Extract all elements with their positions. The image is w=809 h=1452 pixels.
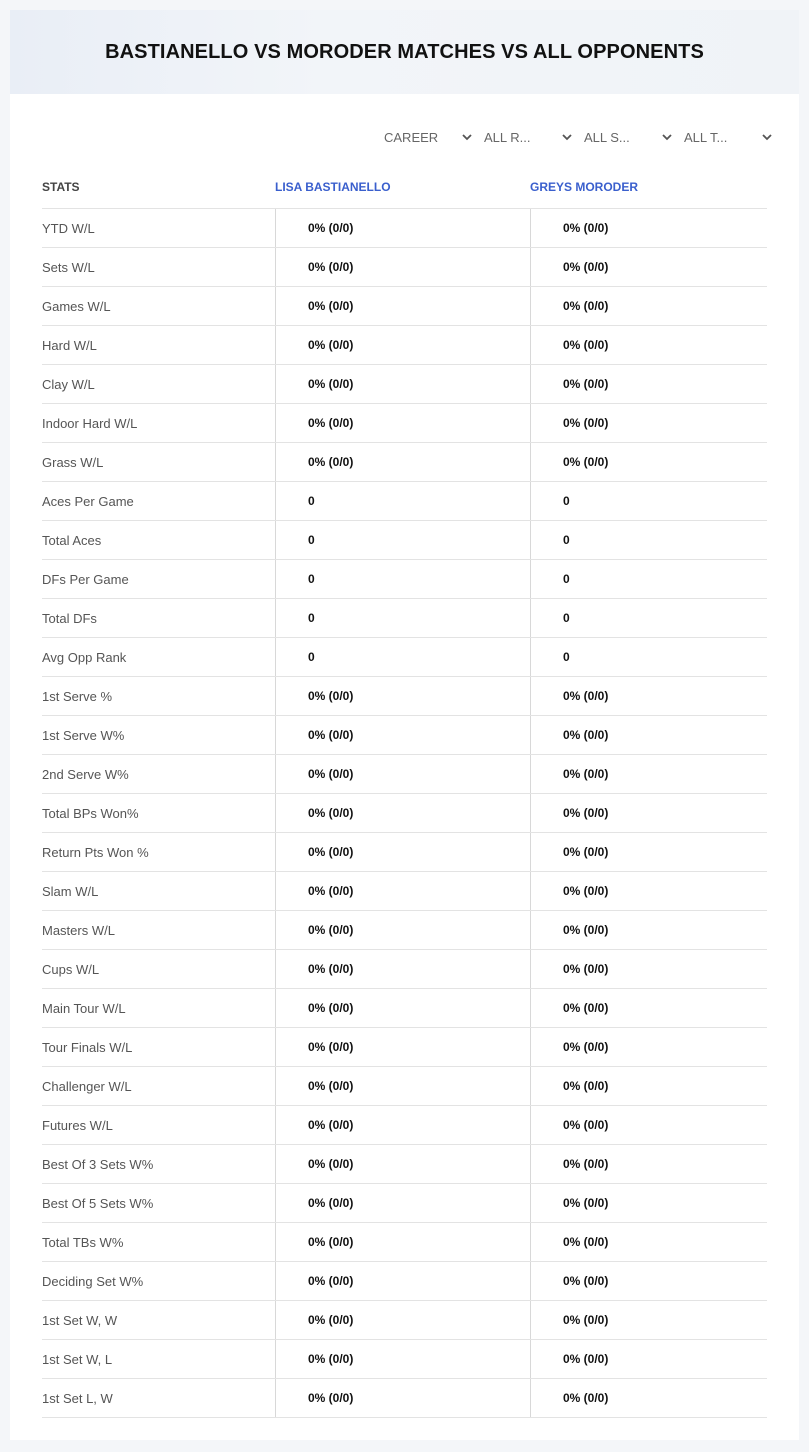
table-row bbox=[42, 365, 767, 404]
player1-value: 0% (0/0) bbox=[275, 1106, 530, 1144]
table-row bbox=[42, 326, 767, 365]
table-row bbox=[42, 989, 767, 1028]
table-body bbox=[42, 209, 767, 1418]
chevron-down-icon bbox=[461, 131, 473, 143]
player2-value: 0% (0/0) bbox=[530, 1028, 767, 1066]
stat-label: YTD W/L bbox=[42, 220, 95, 236]
player2-value: 0% (0/0) bbox=[530, 1106, 767, 1144]
player1-value: 0% (0/0) bbox=[275, 326, 530, 364]
filter-surfaces-select[interactable] bbox=[575, 126, 675, 148]
table-row bbox=[42, 1301, 767, 1340]
table-row bbox=[42, 1340, 767, 1379]
chevron-down-icon bbox=[761, 131, 773, 143]
player1-value: 0 bbox=[275, 599, 530, 637]
player2-value: 0% (0/0) bbox=[530, 716, 767, 754]
player2-value: 0% (0/0) bbox=[530, 989, 767, 1027]
player1-value: 0% (0/0) bbox=[275, 794, 530, 832]
stat-label: 1st Serve W% bbox=[42, 727, 125, 743]
player2-link[interactable]: GREYS MORODER bbox=[530, 180, 639, 194]
card-header bbox=[10, 10, 799, 94]
player1-value: 0% (0/0) bbox=[275, 248, 530, 286]
player1-link[interactable]: LISA BASTIANELLO bbox=[275, 180, 391, 194]
stat-label: DFs Per Game bbox=[42, 571, 129, 587]
stat-label: Total Aces bbox=[42, 532, 102, 548]
page-title: BASTIANELLO VS MORODER MATCHES VS ALL OPPONENTS bbox=[105, 40, 704, 63]
table-row bbox=[42, 287, 767, 326]
player1-value: 0% (0/0) bbox=[275, 287, 530, 325]
player1-value: 0% (0/0) bbox=[275, 833, 530, 871]
player2-value: 0% (0/0) bbox=[530, 755, 767, 793]
table-row bbox=[42, 521, 767, 560]
stat-label: 2nd Serve W% bbox=[42, 766, 129, 782]
table-row bbox=[42, 950, 767, 989]
player2-value: 0% (0/0) bbox=[530, 1067, 767, 1105]
player2-value: 0% (0/0) bbox=[530, 443, 767, 481]
table-row bbox=[42, 1184, 767, 1223]
player2-value: 0 bbox=[530, 638, 767, 676]
player2-value: 0% (0/0) bbox=[530, 833, 767, 871]
stat-label: Futures W/L bbox=[42, 1117, 113, 1133]
stat-label: Return Pts Won % bbox=[42, 844, 149, 860]
stat-label: Total DFs bbox=[42, 610, 97, 626]
stat-label: 1st Serve % bbox=[42, 688, 113, 704]
stat-label: Cups W/L bbox=[42, 961, 100, 977]
table-row bbox=[42, 209, 767, 248]
stat-label: Hard W/L bbox=[42, 337, 97, 353]
table-row bbox=[42, 443, 767, 482]
table-row bbox=[42, 1145, 767, 1184]
player1-value: 0% (0/0) bbox=[275, 911, 530, 949]
table-row bbox=[42, 1379, 767, 1418]
player2-value: 0% (0/0) bbox=[530, 1340, 767, 1378]
player1-value: 0% (0/0) bbox=[275, 755, 530, 793]
player2-value: 0% (0/0) bbox=[530, 677, 767, 715]
player2-value: 0% (0/0) bbox=[530, 1262, 767, 1300]
player1-value: 0% (0/0) bbox=[275, 1067, 530, 1105]
table-row bbox=[42, 1067, 767, 1106]
player2-value: 0% (0/0) bbox=[530, 209, 767, 247]
stat-label: Slam W/L bbox=[42, 883, 99, 899]
filter-career-select[interactable] bbox=[375, 126, 475, 148]
stat-label: Tour Finals W/L bbox=[42, 1039, 133, 1055]
player2-value: 0% (0/0) bbox=[530, 326, 767, 364]
player1-value: 0% (0/0) bbox=[275, 677, 530, 715]
player2-value: 0% (0/0) bbox=[530, 872, 767, 910]
stat-label: Grass W/L bbox=[42, 454, 104, 470]
stat-label: Aces Per Game bbox=[42, 493, 134, 509]
player1-value: 0% (0/0) bbox=[275, 716, 530, 754]
table-row bbox=[42, 833, 767, 872]
player1-value: 0 bbox=[275, 482, 530, 520]
table-row bbox=[42, 677, 767, 716]
stat-label: 1st Set W, L bbox=[42, 1351, 113, 1367]
stat-label: Challenger W/L bbox=[42, 1078, 132, 1094]
table-row bbox=[42, 560, 767, 599]
player2-value: 0% (0/0) bbox=[530, 248, 767, 286]
table-row bbox=[42, 1028, 767, 1067]
filter-label: ALL S... bbox=[584, 129, 630, 145]
player1-value: 0% (0/0) bbox=[275, 209, 530, 247]
player2-value: 0% (0/0) bbox=[530, 1145, 767, 1183]
player2-value: 0 bbox=[530, 560, 767, 598]
table-header bbox=[42, 166, 767, 209]
table-row bbox=[42, 599, 767, 638]
filter-tournaments-select[interactable] bbox=[675, 126, 775, 148]
stat-label: Total BPs Won% bbox=[42, 805, 139, 821]
stat-label: Masters W/L bbox=[42, 922, 115, 938]
filter-label: CAREER bbox=[384, 129, 439, 145]
player1-value: 0% (0/0) bbox=[275, 1262, 530, 1300]
table-row bbox=[42, 716, 767, 755]
player1-value: 0 bbox=[275, 638, 530, 676]
player2-value: 0% (0/0) bbox=[530, 1223, 767, 1261]
player1-value: 0% (0/0) bbox=[275, 1184, 530, 1222]
player2-value: 0 bbox=[530, 482, 767, 520]
stat-label: Deciding Set W% bbox=[42, 1273, 144, 1289]
stat-label: Best Of 3 Sets W% bbox=[42, 1156, 154, 1172]
player1-value: 0% (0/0) bbox=[275, 950, 530, 988]
filter-label: ALL R... bbox=[484, 129, 531, 145]
table-row bbox=[42, 794, 767, 833]
player1-value: 0% (0/0) bbox=[275, 1145, 530, 1183]
column-header-stats: STATS bbox=[42, 180, 80, 194]
stat-label: Best Of 5 Sets W% bbox=[42, 1195, 154, 1211]
player2-value: 0% (0/0) bbox=[530, 404, 767, 442]
chevron-down-icon bbox=[661, 131, 673, 143]
player2-value: 0% (0/0) bbox=[530, 1184, 767, 1222]
stat-label: Sets W/L bbox=[42, 259, 95, 275]
player1-value: 0% (0/0) bbox=[275, 1301, 530, 1339]
table-row bbox=[42, 404, 767, 443]
player1-value: 0% (0/0) bbox=[275, 404, 530, 442]
table-row bbox=[42, 911, 767, 950]
filter-rounds-select[interactable] bbox=[475, 126, 575, 148]
chevron-down-icon bbox=[561, 131, 573, 143]
player2-value: 0% (0/0) bbox=[530, 950, 767, 988]
player1-value: 0% (0/0) bbox=[275, 1028, 530, 1066]
player1-value: 0% (0/0) bbox=[275, 872, 530, 910]
stat-label: Games W/L bbox=[42, 298, 111, 314]
player1-value: 0% (0/0) bbox=[275, 1379, 530, 1417]
stat-label: Avg Opp Rank bbox=[42, 649, 127, 665]
player2-value: 0 bbox=[530, 599, 767, 637]
player1-value: 0 bbox=[275, 521, 530, 559]
player2-value: 0% (0/0) bbox=[530, 1379, 767, 1417]
filter-label: ALL T... bbox=[684, 129, 728, 145]
player1-value: 0 bbox=[275, 560, 530, 598]
stat-label: Indoor Hard W/L bbox=[42, 415, 138, 431]
player2-value: 0% (0/0) bbox=[530, 1301, 767, 1339]
stat-label: Total TBs W% bbox=[42, 1234, 124, 1250]
player2-value: 0 bbox=[530, 521, 767, 559]
table-row bbox=[42, 248, 767, 287]
table-row bbox=[42, 1106, 767, 1145]
player2-value: 0% (0/0) bbox=[530, 365, 767, 403]
table-row bbox=[42, 1262, 767, 1301]
player1-value: 0% (0/0) bbox=[275, 365, 530, 403]
stat-label: 1st Set W, W bbox=[42, 1312, 118, 1328]
stat-label: Clay W/L bbox=[42, 376, 95, 392]
table-row bbox=[42, 755, 767, 794]
player1-value: 0% (0/0) bbox=[275, 443, 530, 481]
player1-value: 0% (0/0) bbox=[275, 989, 530, 1027]
filter-bar bbox=[375, 126, 775, 148]
stats-table bbox=[42, 166, 767, 1418]
player1-value: 0% (0/0) bbox=[275, 1223, 530, 1261]
player1-value: 0% (0/0) bbox=[275, 1340, 530, 1378]
player2-value: 0% (0/0) bbox=[530, 794, 767, 832]
stat-label: Main Tour W/L bbox=[42, 1000, 126, 1016]
player2-value: 0% (0/0) bbox=[530, 287, 767, 325]
table-row bbox=[42, 482, 767, 521]
stat-label: 1st Set L, W bbox=[42, 1390, 113, 1406]
table-row bbox=[42, 638, 767, 677]
table-row bbox=[42, 872, 767, 911]
player2-value: 0% (0/0) bbox=[530, 911, 767, 949]
stats-card bbox=[10, 10, 799, 1440]
table-row bbox=[42, 1223, 767, 1262]
